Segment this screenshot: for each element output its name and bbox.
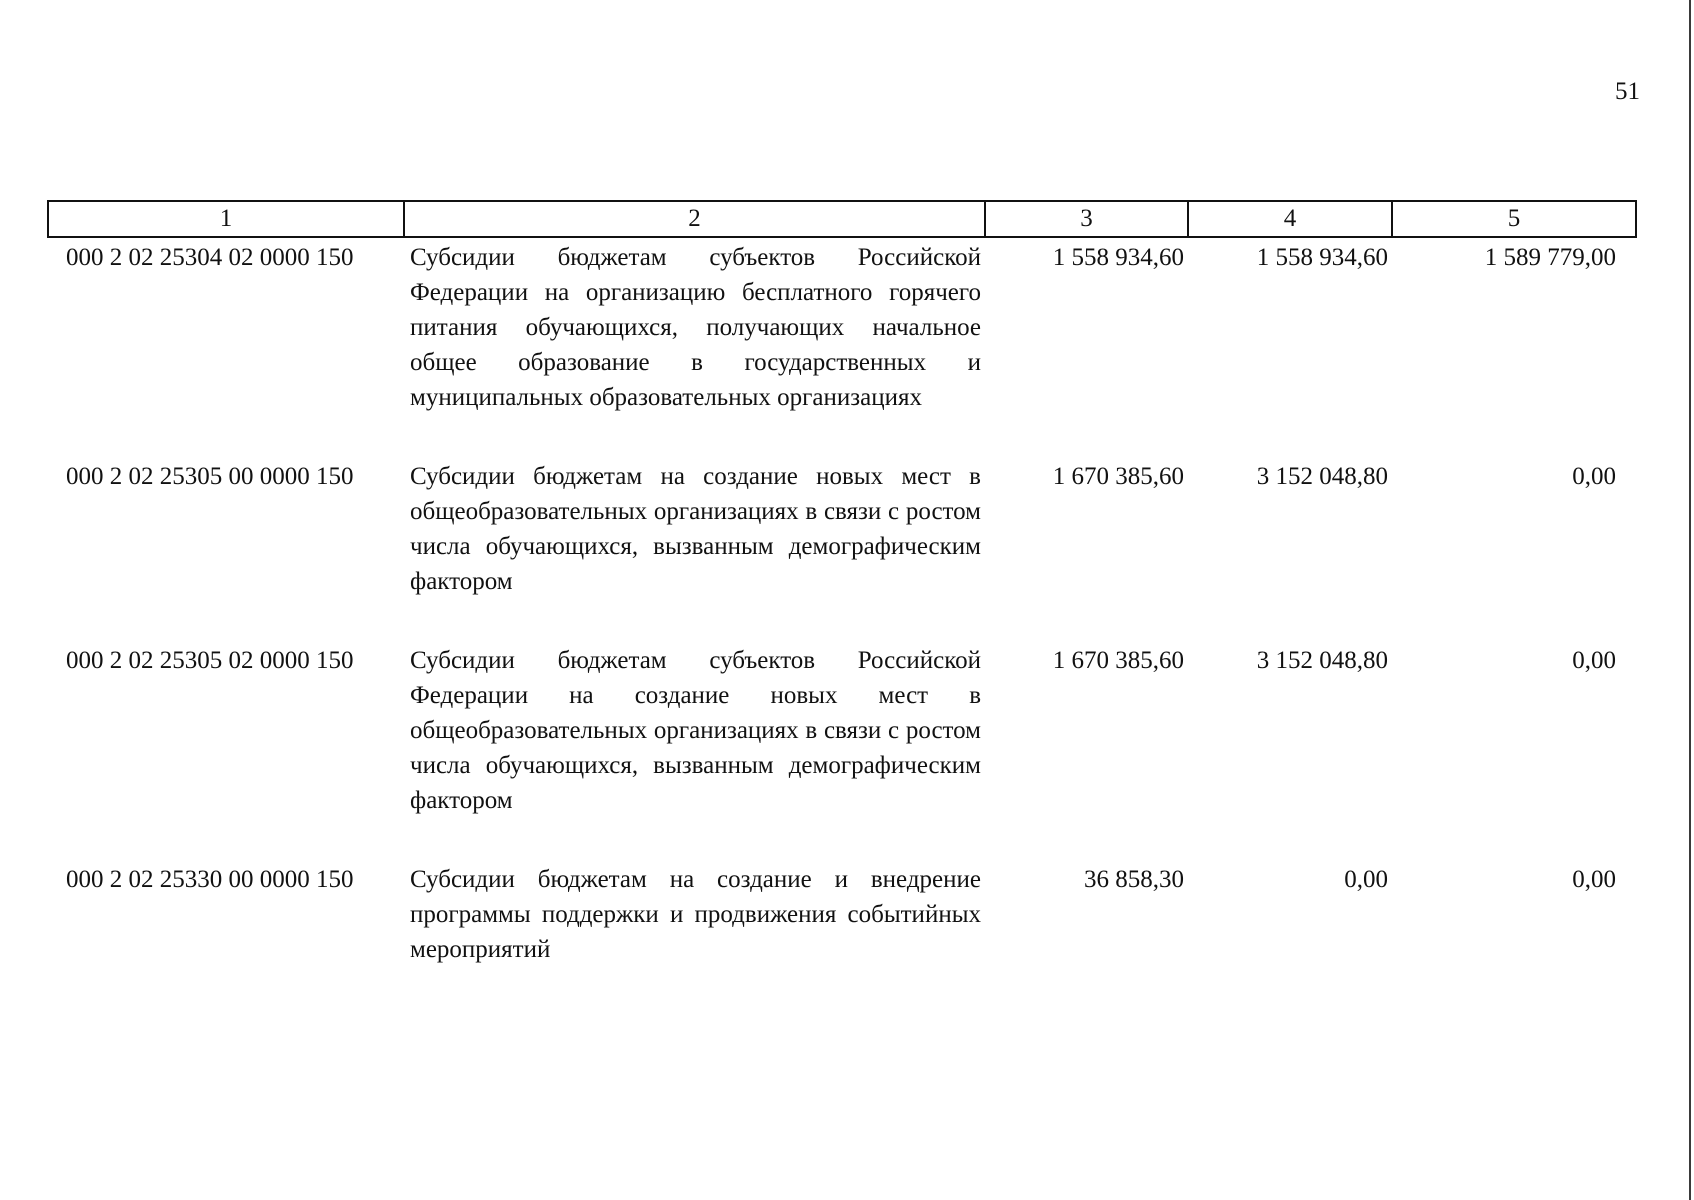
row-value-col4: 3 152 048,80: [1256, 463, 1388, 490]
row-value-col3: 1 670 385,60: [1052, 647, 1184, 674]
table-row: [48, 457, 1636, 599]
page-edge-line: [1689, 0, 1691, 1200]
row-description: Субсидии бюджетам на создание новых мест в общеобразовательных организациях в связи с ростом числа обучающихся, вызванным демографическим фактором: [410, 463, 981, 595]
header-col-3: 3: [985, 201, 1188, 237]
row-value-col4: 0,00: [1344, 866, 1388, 893]
row-description: Субсидии бюджетам субъектов Российской Федерации на организацию бесплатного горячего питания обучающихся, получающих начальное общее образование в государственных и муниципальных образовательных организациях: [410, 244, 981, 411]
row-value-col5: 0,00: [1572, 463, 1616, 490]
budget-table: [47, 200, 1637, 967]
row-value-col5: 0,00: [1572, 647, 1616, 674]
row-code: 000 2 02 25305 00 0000 150: [66, 463, 354, 490]
row-value-col5: 0,00: [1572, 866, 1616, 893]
header-col-1: 1: [48, 201, 404, 237]
row-spacer: [48, 818, 1636, 860]
table-header-row: [48, 201, 1636, 237]
header-col-4: 4: [1188, 201, 1392, 237]
row-value-col4: 3 152 048,80: [1256, 647, 1388, 674]
table-row: [48, 860, 1636, 967]
header-col-2: 2: [404, 201, 985, 237]
budget-table-container: [47, 200, 1635, 967]
row-value-col3: 36 858,30: [1084, 866, 1184, 893]
row-spacer: [48, 415, 1636, 457]
row-value-col4: 1 558 934,60: [1256, 244, 1388, 271]
table-row: [48, 641, 1636, 818]
header-col-5: 5: [1392, 201, 1636, 237]
row-code: 000 2 02 25305 02 0000 150: [66, 647, 354, 674]
row-value-col5: 1 589 779,00: [1484, 244, 1616, 271]
page-number: 51: [1615, 78, 1640, 105]
row-code: 000 2 02 25304 02 0000 150: [66, 244, 354, 271]
row-spacer: [48, 599, 1636, 641]
row-description: Субсидии бюджетам субъектов Российской Федерации на создание новых мест в общеобразовательных организациях в связи с ростом числа обучающихся, вызванным демографическим фактором: [410, 647, 981, 814]
row-description: Субсидии бюджетам на создание и внедрение программы поддержки и продвижения событийных мероприятий: [410, 866, 981, 963]
row-value-col3: 1 558 934,60: [1052, 244, 1184, 271]
table-row: [48, 237, 1636, 415]
row-code: 000 2 02 25330 00 0000 150: [66, 866, 354, 893]
row-value-col3: 1 670 385,60: [1052, 463, 1184, 490]
